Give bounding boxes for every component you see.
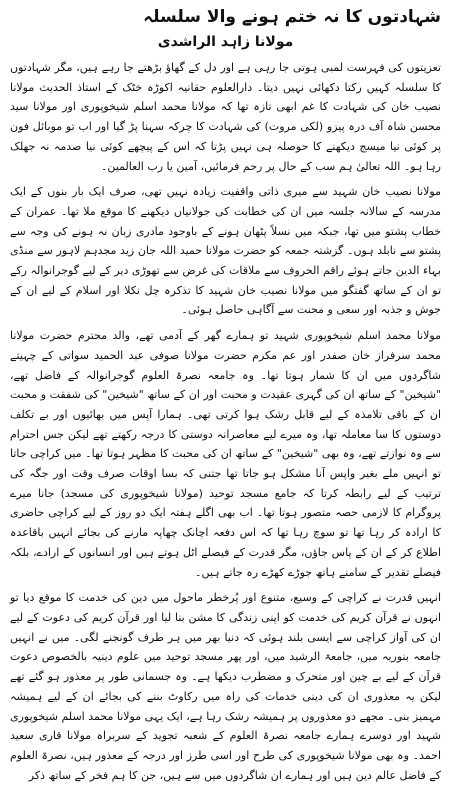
article-author: مولانا زاہد الراشدی [157,34,294,50]
paragraph-4: انہیں قدرت نے کراچی کے وسیع، متنوع اور پُرخطر ماحول میں دین کی خدمت کا موقع دیا تو انہوں نے قرآن کریم کی خدمت کو اپنی زندگی کا مشن بنا لیا اور قرآن کریم کی دعوت کے لیے ان کی آواز کراچی سے ایسی بلند ہوئی کہ دنیا بھر میں ہر طرف گونجنے لگی۔ میں نے انہیں جامعہ بنوریہ میں، جامعۃ الرشید میں، اور پھر مسجد توحید میں علوم دینیہ بالخصوص دعوت قرآن کے لیے بے چین اور متحرک و مضطرب دیکھا ہے۔ وہ جسمانی طور پر معذور ہو گئے تھے لیکن یہ معذوری ان کی دینی خدمات کی راہ میں رکاوٹ بننے کی بجائے ان کے لیے ہمیشہ مہمیز بنی۔ مجھے دو معذوروں پر ہمیشہ رشک رہا ہے، ایک یہی مولانا محمد اسلم شیخوپوری شہید اور دوسرے ہمارے جامعہ نصرۃ العلوم کے شعبہ تجوید کے سربراہ مولانا قاری سعید احمد۔ وہ بھی مولانا شیخوپوری کی طرح اور اسی طرز اور درجہ کے معذور ہیں، نصرۃ العلوم کے فاضل عالم دین ہیں اور ہمارے ان شاگردوں میں سے ہیں، جن کا ہم فخر کے ساتھ ذکر [10,591,441,782]
article-title: شہادتوں کا نہ ختم ہونے والا سلسلہ [143,7,441,27]
paragraph-1: تعزیتوں کی فہرست لمبی ہوتی جا رہی ہے اور دل کے گھاؤ بڑھتے جا رہے ہیں، مگر شہادتوں کا سلسلہ کہیں رکتا دکھائی نہیں دیتا۔ دارالعلوم حقانیہ اکوڑہ خٹک کے استاذ الحدیث مولانا نصیب خان کی شہادت کا غم ابھی تازہ تھا کہ مولانا محمد اسلم شیخوپوری اور مولانا سید محسن شاہ آف درہ پیزو (لکی مروت) کی شہادت کا چرکہ سہنا پڑ گیا اور اب تو موبائل فون پر کوئی نیا میسج دیکھنے کا حوصلہ ہی نہیں پڑتا کہ اس کے پیچھے کوئی نیا صدمہ نہ جھلک رہا ہو۔ اللہ تعالیٰ ہم سب کے حال پر رحم فرمائیں، آمین یا رب العالمین۔ [10,61,441,173]
paragraph-2: مولانا نصیب خان شہید سے میری ذاتی واقفیت زیادہ نہیں تھی، صرف ایک بار بنوں کے ایک مدرسہ کے سالانہ جلسہ میں ان کی خطابت کی جولانیاں دیکھنے کا موقع ملا تھا۔ عمران کے خطاب پشتو میں تھا، جبکہ میں نسلاً پٹھان ہونے کے باوجود مادری زبان نہ ہونے کی وجہ سے پشتو سے نابلد ہوں۔ گزشتہ جمعہ کو حضرت مولانا حمید اللہ جان زید مجدہم لاہور سے منڈی بہاء الدین جاتے ہوئے راقم الحروف سے ملاقات کی غرض سے تھوڑی دیر کے لیے گوجرانوالہ رکے تو ان کے ساتھ گفتگو میں مولانا نصیب خان شہید کا تذکرہ چل نکلا اور اسلام کے لیے ان کے جوش و جذبہ اور سعی و محنت سے آگاہی حاصل ہوئی۔ [10,185,441,317]
paragraph-3: مولانا محمد اسلم شیخوپوری شہید تو ہمارے گھر کے آدمی تھے، والد محترم حضرت مولانا محمد سرفراز خان صفدر اور عم مکرم حضرت مولانا صوفی عبد الحمید سواتی کے چہیتے شاگردوں میں ان کا شمار ہوتا تھا۔ وہ جامعہ نصرۃ العلوم گوجرانوالہ کے فاضل تھے، "شیخین" کے ساتھ ان کی گہری عقیدت و محبت اور ان کے ساتھ "شیخین" کی شفقت و محبت ان کے باقی تلامذہ کے لیے قابل رشک ہوا کرتی تھی۔ ہمارا آپس میں بھائیوں اور بے تکلف دوستوں کا سا معاملہ تھا، وہ میرے لیے معاصرانہ دوستی کا درجہ رکھتے تھے لیکن جس احترام سے وہ نوازتے تھے، وہ بھی "شیخین" کے ساتھ ان کی محبت کا مظہر ہوتا تھا۔ میں کراچی جاتا تو انہیں ملے بغیر واپس آنا مشکل ہو جاتا تھا جتنی کہ بسا اوقات صرف وقت اور جگہ کی ترتیب کے لیے رابطہ کرتا کہ جامع مسجد توحید (مولانا شیخوپوری کی مسجد) جانا میرے پروگرام کا لازمی حصہ متصور ہوتا تھا۔ اب بھی اگلے ہفتہ ایک دو روز کے لیے کراچی حاضری کا ارادہ کر رہا تھا تو سوچ رہا تھا کہ اس دفعہ اچانک چھاپہ مارنے کی بجائے انہیں باقاعدہ اطلاع کر کے ان کے پاس جاؤں، مگر قدرت کے فیصلے اٹل ہوتے ہیں اور انسانوں کے ارادے، بلکہ فیصلے تقدیر کے سامنے ہاتھ جوڑے کھڑے رہ جاتے ہیں۔ [10,329,441,579]
